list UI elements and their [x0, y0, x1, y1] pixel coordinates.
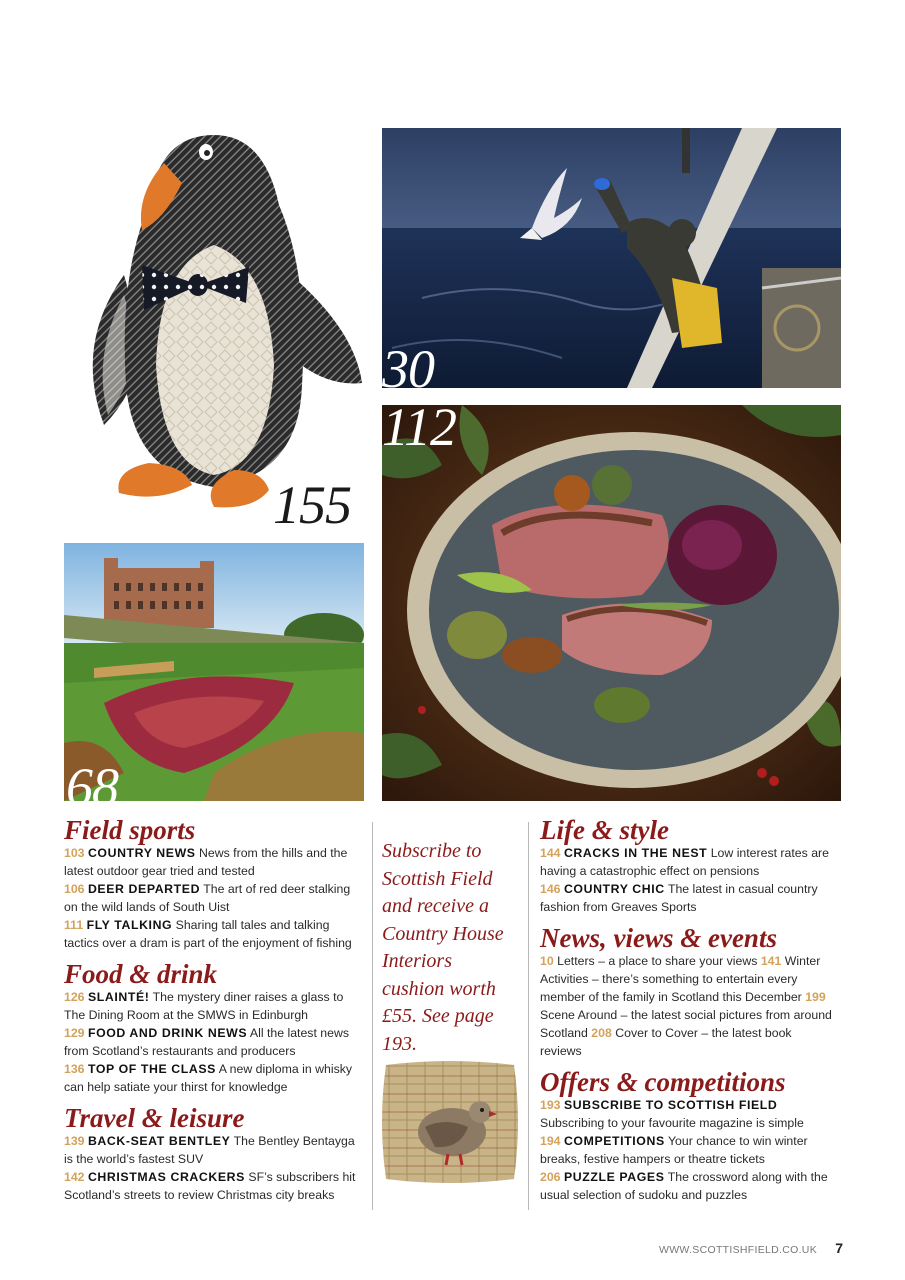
section-title: News, views & events [540, 923, 777, 953]
contents-entry[interactable]: 129 FOOD AND DRINK NEWS All the latest news from Scotland’s restaurants and producers [64, 1026, 349, 1058]
section-title: Travel & leisure [64, 1103, 245, 1133]
section-field-sports [64, 816, 360, 952]
page-number-castle: 68 [66, 757, 118, 817]
left-column [64, 816, 360, 1204]
penguin-photo [64, 125, 364, 535]
section-news-views [540, 924, 836, 1060]
website-url[interactable]: WWW.SCOTTISHFIELD.CO.UK [659, 1244, 817, 1256]
section-title: Field sports [64, 815, 196, 845]
page-number: 7 [835, 1240, 843, 1256]
contents-entry[interactable]: 136 TOP OF THE CLASS A new diploma in whisky can help satiate your thirst for knowledge [64, 1062, 353, 1094]
contents-entry[interactable]: 142 CHRISTMAS CRACKERS SF’s subscribers hit Scotland’s streets to review Christmas city breaks [64, 1170, 356, 1202]
section-title: Life & style [540, 815, 669, 845]
section-life-style [540, 816, 836, 916]
column-divider [528, 822, 529, 1210]
contents-entry[interactable]: 144 CRACKS IN THE NEST Low interest rates are having a catastrophic effect on pensions [540, 846, 829, 878]
dinner-photo [382, 405, 841, 801]
contents-entry[interactable]: 139 BACK-SEAT BENTLEY The Bentley Bentayga is the world’s fastest SUV [64, 1134, 355, 1166]
contents-entry[interactable]: 193 SUBSCRIBE TO SCOTTISH FIELD Subscribing to your favourite magazine is simple [540, 1098, 804, 1130]
contents-entry[interactable]: 126 SLAINTÉ! The mystery diner raises a glass to The Dining Room at the SMWS in Edinburgh [64, 990, 344, 1022]
contents-entry[interactable]: 206 PUZZLE PAGES The crossword along with the usual selection of sudoku and puzzles [540, 1170, 828, 1202]
contents-entry[interactable]: 106 DEER DEPARTED The art of red deer stalking on the wild lands of South Uist [64, 882, 351, 914]
page-number-penguin: 155 [273, 475, 351, 535]
fishing-photo [382, 128, 841, 388]
page-number-fishing: 30 [382, 339, 434, 399]
section-offers [540, 1068, 836, 1204]
contents-entry[interactable]: 194 COMPETITIONS Your chance to win winter breaks, festive hampers or theatre tickets [540, 1134, 808, 1166]
column-divider [372, 822, 373, 1210]
cushion-photo [380, 1057, 520, 1187]
page-number-dinner: 112 [382, 397, 456, 457]
subscribe-promo[interactable]: Subscribe to Scottish Field and receive a Country House Interiors cushion worth £55. See page 193. [382, 840, 504, 1055]
section-title: Food & drink [64, 959, 218, 989]
section-title: Offers & competitions [540, 1067, 786, 1097]
contents-entry[interactable]: 146 COUNTRY CHIC The latest in casual country fashion from Greaves Sports [540, 882, 818, 914]
section-food-drink [64, 960, 360, 1096]
contents-entry[interactable]: 103 COUNTRY NEWS News from the hills and the latest outdoor gear tried and tested [64, 846, 348, 878]
right-column [540, 816, 836, 1204]
section-travel-leisure [64, 1104, 360, 1204]
contents-entry[interactable]: 10 Letters – a place to share your views 141 Winter Activities – there’s something to entertain every member of the family in Scotland this December 199 Scene Around – the latest social pictures from around Scotland 208 Cover to Cover – the latest book reviews [540, 954, 832, 1058]
contents-entry[interactable]: 111 FLY TALKING Sharing tall tales and talking tactics over a dram is part of the enjoyment of fishing [64, 918, 352, 950]
